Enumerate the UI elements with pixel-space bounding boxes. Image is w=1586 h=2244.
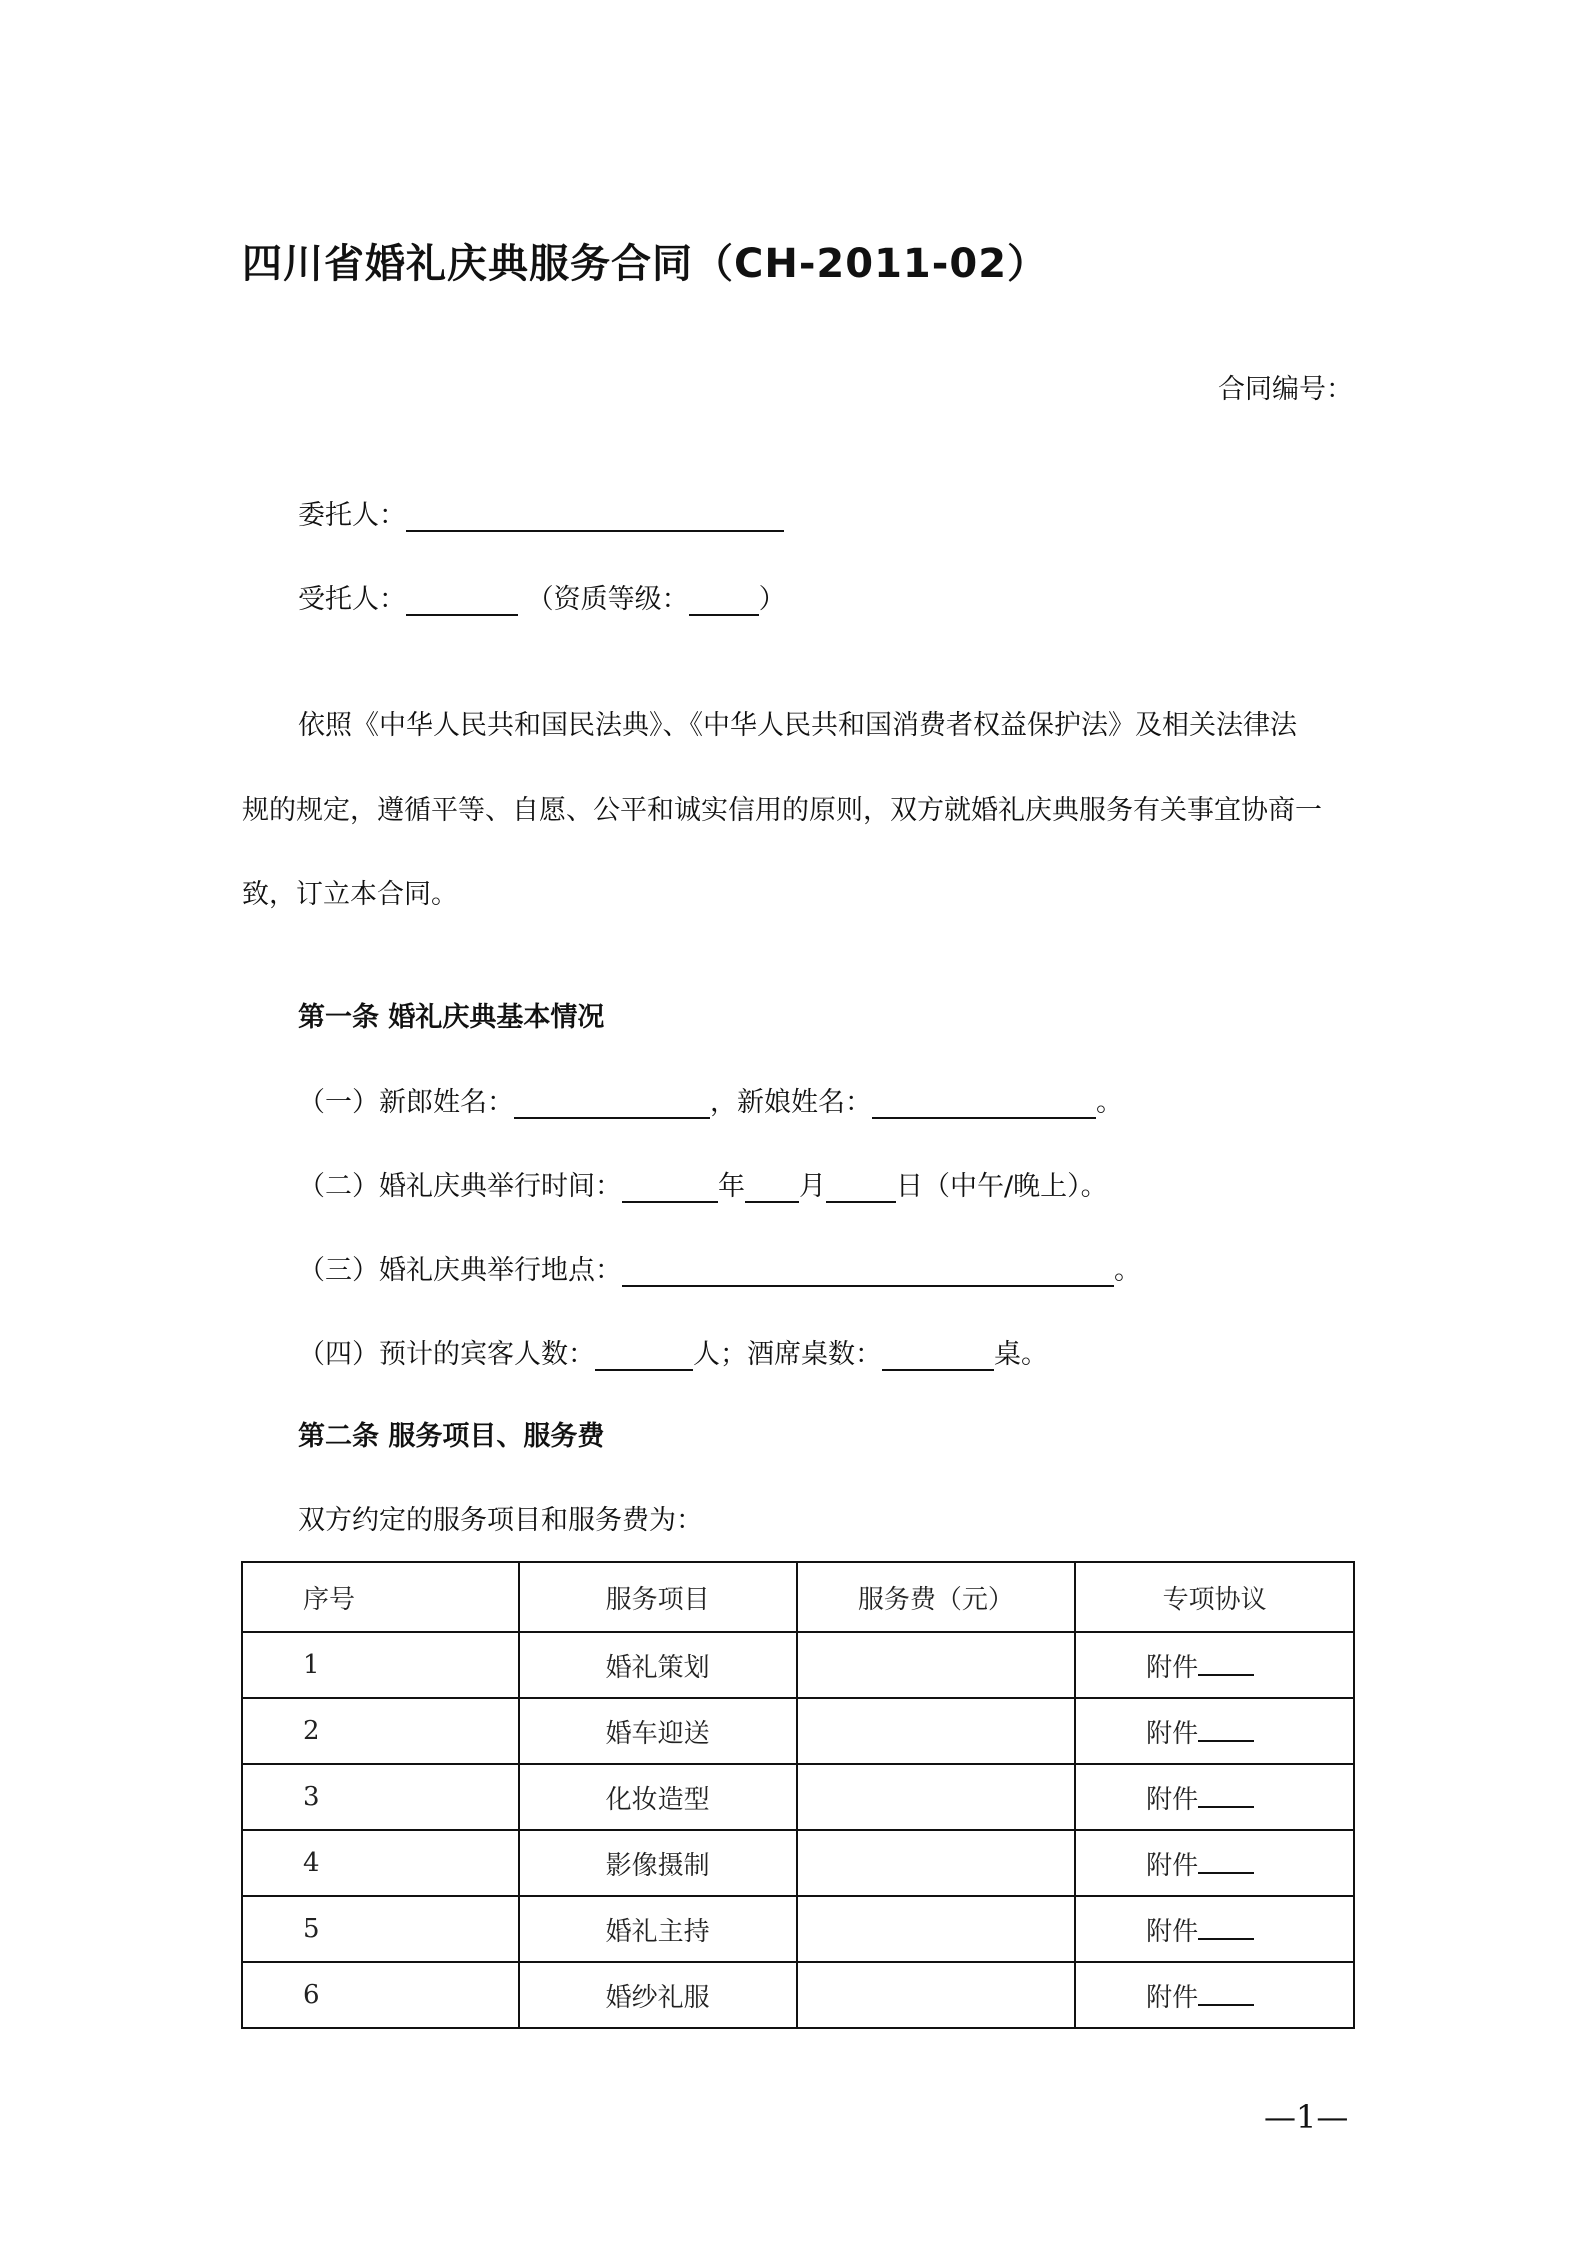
- attachment-label: 附件: [1146, 1850, 1199, 1881]
- document-title: 四川省婚礼庆典服务合同（CH-2011-02）: [242, 241, 1049, 287]
- bride-name-label: ，新娘姓名：: [710, 1087, 872, 1118]
- page-number: —1—: [1264, 2098, 1349, 2136]
- row-item: 化妆造型: [519, 1764, 797, 1830]
- table-row: [242, 1698, 1354, 1764]
- col-header-item: 服务项目: [519, 1562, 797, 1632]
- article1-heading: 第一条 婚礼庆典基本情况: [298, 1002, 605, 1033]
- table-row: [242, 1764, 1354, 1830]
- article1-item2: [298, 1164, 1108, 1203]
- table-row: [242, 1896, 1354, 1962]
- bride-name-field[interactable]: [872, 1085, 1096, 1119]
- attachment-number-field[interactable]: [1198, 1648, 1254, 1676]
- row-attachment: [1075, 1896, 1354, 1962]
- intro-line-2: 规的规定，遵循平等、自愿、公平和诚实信用的原则，双方就婚礼庆典服务有关事宜协商一: [242, 795, 1322, 826]
- article1-item3: [298, 1248, 1141, 1287]
- client-field[interactable]: [406, 498, 784, 532]
- row-attachment: [1075, 1764, 1354, 1830]
- row-no: 5: [242, 1896, 519, 1962]
- intro-line-3: 致，订立本合同。: [242, 879, 458, 910]
- qualification-close: ）: [758, 584, 786, 615]
- row-fee[interactable]: [797, 1698, 1075, 1764]
- period: 。: [1096, 1087, 1123, 1118]
- agent-label: 受托人：: [298, 584, 406, 615]
- intro-line-1: 依照《中华人民共和国民法典》、《中华人民共和国消费者权益保护法》及相关法律法: [298, 710, 1297, 741]
- qualification-field[interactable]: [689, 582, 759, 616]
- services-table: [241, 1561, 1355, 2029]
- col-header-no: 序号: [242, 1562, 519, 1632]
- year-label: 年: [718, 1171, 745, 1202]
- attachment-number-field[interactable]: [1198, 1780, 1254, 1808]
- attachment-label: 附件: [1146, 1652, 1199, 1683]
- month-label: 月: [799, 1171, 826, 1202]
- row-no: 3: [242, 1764, 519, 1830]
- row-fee[interactable]: [797, 1896, 1075, 1962]
- attachment-number-field[interactable]: [1198, 1978, 1254, 2006]
- row-attachment: [1075, 1830, 1354, 1896]
- row-item: 婚车迎送: [519, 1698, 797, 1764]
- table-row: [242, 1830, 1354, 1896]
- client-row: [298, 493, 784, 532]
- attachment-number-field[interactable]: [1198, 1846, 1254, 1874]
- article1-item1: [298, 1080, 1123, 1119]
- period: 。: [1114, 1255, 1141, 1286]
- row-item: 婚纱礼服: [519, 1962, 797, 2028]
- groom-name-field[interactable]: [514, 1085, 710, 1119]
- attachment-label: 附件: [1146, 1718, 1199, 1749]
- guest-count-field[interactable]: [595, 1337, 693, 1371]
- table-unit: 桌。: [994, 1339, 1048, 1370]
- table-row: [242, 1632, 1354, 1698]
- row-item: 婚礼策划: [519, 1632, 797, 1698]
- row-fee[interactable]: [797, 1764, 1075, 1830]
- row-attachment: [1075, 1698, 1354, 1764]
- month-field[interactable]: [745, 1169, 799, 1203]
- table-count-field[interactable]: [882, 1337, 994, 1371]
- article2-heading: 第二条 服务项目、服务费: [298, 1421, 605, 1452]
- table-header-row: [242, 1562, 1354, 1632]
- attachment-number-field[interactable]: [1198, 1714, 1254, 1742]
- qualification-label: （资质等级：: [526, 584, 689, 615]
- agent-row: [298, 577, 786, 616]
- row-fee[interactable]: [797, 1830, 1075, 1896]
- row-fee[interactable]: [797, 1632, 1075, 1698]
- row-no: 4: [242, 1830, 519, 1896]
- table-count-label: 人；酒席桌数：: [693, 1339, 882, 1370]
- table-row: [242, 1962, 1354, 2028]
- year-field[interactable]: [622, 1169, 718, 1203]
- row-no: 2: [242, 1698, 519, 1764]
- attachment-label: 附件: [1146, 1784, 1199, 1815]
- row-fee[interactable]: [797, 1962, 1075, 2028]
- agent-field[interactable]: [406, 582, 518, 616]
- article2-intro: 双方约定的服务项目和服务费为：: [298, 1505, 703, 1536]
- attachment-number-field[interactable]: [1198, 1912, 1254, 1940]
- row-attachment: [1075, 1962, 1354, 2028]
- attachment-label: 附件: [1146, 1916, 1199, 1947]
- day-field[interactable]: [826, 1169, 896, 1203]
- ceremony-time-label: （二）婚礼庆典举行时间：: [298, 1171, 622, 1202]
- guest-count-label: （四）预计的宾客人数：: [298, 1339, 595, 1370]
- article1-item4: [298, 1332, 1048, 1371]
- row-item: 婚礼主持: [519, 1896, 797, 1962]
- ceremony-place-field[interactable]: [622, 1253, 1114, 1287]
- contract-number-label: 合同编号：: [1218, 374, 1353, 405]
- client-label: 委托人：: [298, 500, 406, 531]
- col-header-fee: 服务费（元）: [797, 1562, 1075, 1632]
- groom-name-label: （一）新郎姓名：: [298, 1087, 514, 1118]
- col-header-agreement: 专项协议: [1075, 1562, 1354, 1632]
- row-no: 6: [242, 1962, 519, 2028]
- day-label: 日（中午/晚上）。: [896, 1171, 1108, 1202]
- row-no: 1: [242, 1632, 519, 1698]
- ceremony-place-label: （三）婚礼庆典举行地点：: [298, 1255, 622, 1286]
- attachment-label: 附件: [1146, 1982, 1199, 2013]
- row-attachment: [1075, 1632, 1354, 1698]
- row-item: 影像摄制: [519, 1830, 797, 1896]
